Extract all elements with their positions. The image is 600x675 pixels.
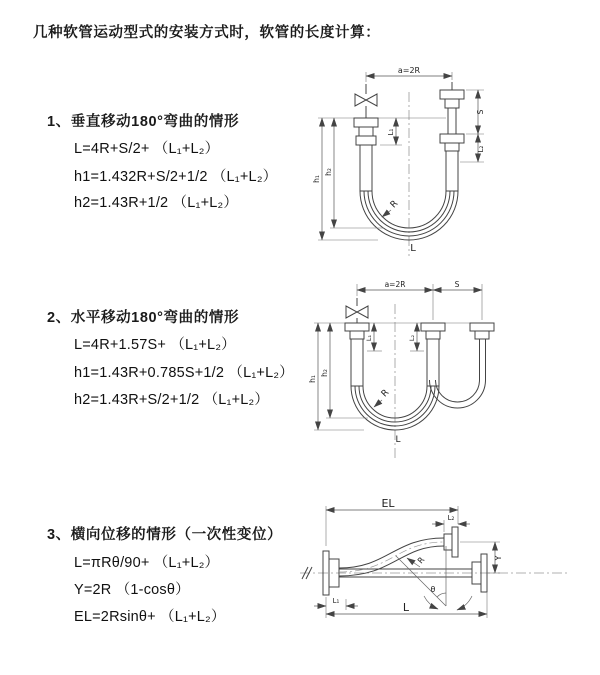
section-3-formula-Y: Y=2R （1-cosθ） (74, 582, 190, 598)
section-1-formula-L: L=4R+S/2+ （L₁+L₂） (74, 141, 220, 157)
braided-hose-left (360, 145, 372, 191)
dim-label-l: L (402, 601, 410, 614)
dim-label-h2: h₂ (324, 168, 333, 176)
braided-hose-left (351, 339, 363, 386)
valve-icon (355, 84, 377, 118)
diagram-horizontal-u-bend (306, 276, 598, 464)
section-3-formula-EL: EL=2Rsinθ+ （L₁+L₂） (74, 609, 226, 625)
page-title: 几种软管运动型式的安装方式时，软管的长度计算： (33, 25, 381, 41)
hose-s-curve-displaced (339, 538, 444, 576)
dim-label-h2: h₂ (320, 369, 329, 377)
diagram-lateral-displacement (296, 496, 600, 664)
dim-label-l2: L₂ (408, 334, 416, 342)
dimensions (312, 66, 485, 254)
dim-label-h1: h₁ (312, 175, 321, 183)
section-2-formula-h2: h2=1.43R+S/2+1/2 （L₁+L₂） (74, 392, 270, 408)
section-3-formula-L: L=πRθ/90+ （L₁+L₂） (74, 555, 220, 571)
left-riser-flange (354, 118, 378, 145)
dim-label-a2r: a=2R (384, 280, 406, 289)
braided-hose-middle (427, 339, 439, 386)
section-2-formula-h1: h1=1.43R+0.785S+1/2 （L₁+L₂） (74, 365, 294, 381)
angle-theta-label: θ (430, 585, 436, 594)
middle-riser-flange (421, 323, 445, 339)
radius-label: R (379, 387, 392, 400)
dim-label-l1: L₁ (365, 334, 373, 342)
section-2-heading: 2、水平移动180°弯曲的情形 (47, 310, 240, 326)
braided-hose-right (446, 151, 458, 191)
section-3-heading: 3、横向位移的情形（一次性变位） (47, 527, 283, 543)
dim-label-l1: L₁ (387, 128, 395, 136)
section-2-formula-L: L=4R+1.57S+ （L₁+L₂） (74, 337, 236, 353)
right-riser-flange (470, 323, 494, 380)
dim-label-l2: L₂ (447, 514, 455, 522)
dim-label-y: Y (494, 555, 503, 561)
right-riser-flange (440, 82, 464, 151)
section-1-formula-h2: h2=1.43R+1/2 （L₁+L₂） (74, 195, 239, 211)
section-1-formula-h1: h1=1.432R+S/2+1/2 （L₁+L₂） (74, 169, 278, 185)
length-label: L (410, 243, 416, 254)
dim-label-l2: L₂ (477, 145, 485, 153)
valve-icon (346, 298, 368, 323)
dim-label-l1: L₁ (332, 597, 340, 605)
radius-label: R (388, 198, 401, 211)
dim-label-a2r: a=2R (397, 66, 421, 75)
section-1-heading: 1、垂直移动180°弯曲的情形 (47, 114, 240, 130)
dim-label-el: EL (381, 497, 395, 510)
dim-label-s: S (476, 109, 485, 115)
radius-label: R (415, 555, 427, 566)
dim-label-s: S (454, 280, 460, 289)
dim-label-h1: h₁ (308, 375, 317, 383)
dimensions (314, 497, 503, 618)
length-label: L (395, 435, 401, 445)
diagram-vertical-u-bend (310, 64, 590, 260)
